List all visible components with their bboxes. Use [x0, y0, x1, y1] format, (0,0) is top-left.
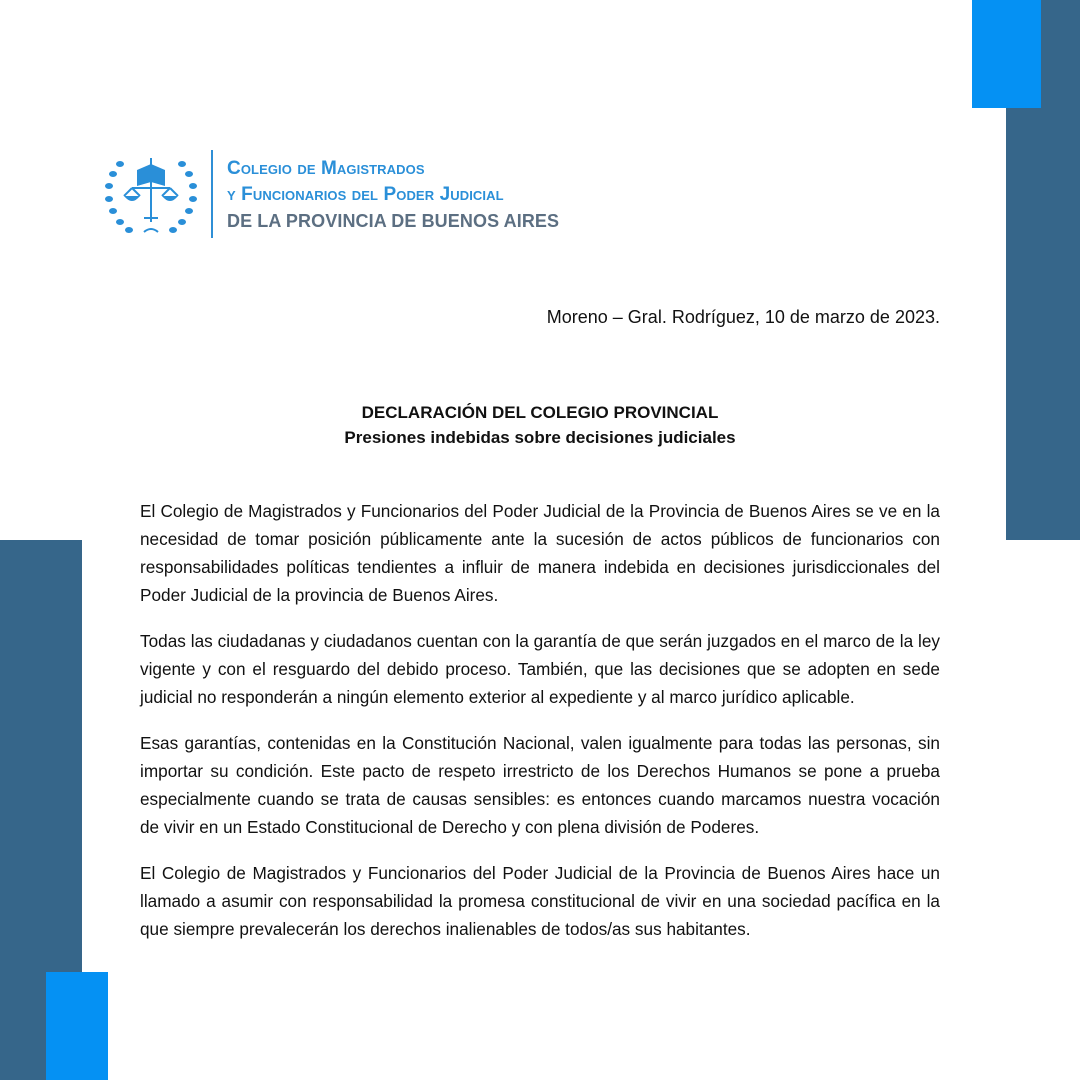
logo-divider: [211, 150, 213, 238]
decorative-block-bottom-left-accent: [46, 972, 108, 1080]
decorative-block-top-right-accent: [972, 0, 1041, 108]
logo-line-1: Colegio de Magistrados: [227, 158, 425, 179]
paragraph-2: Todas las ciudadanas y ciudadanos cuentan con la garantía de que serán juzgados en el marco de la ley vigente y con el resguardo del debido proceso. También, que las decisiones que se adopten en sede judicial no responderán a ningún elemento exterior al expediente y al marco jurídico aplicable.: [140, 631, 940, 707]
document-body: [140, 497, 940, 961]
logo-line-3: DE LA PROVINCIA DE BUENOS AIRES: [227, 211, 560, 231]
document-subtitle: Presiones indebidas sobre decisiones judiciales: [344, 428, 736, 447]
organization-logo: [104, 148, 574, 240]
document-title: DECLARACIÓN DEL COLEGIO PROVINCIAL: [361, 403, 719, 422]
paragraph-1: El Colegio de Magistrados y Funcionarios del Poder Judicial de la Provincia de Buenos Aires se ve en la necesidad de tomar posición públicamente ante la sucesión de actos públicos de funcionarios con responsabilidades políticas tendientes a influir de manera indebida en decisiones jurisdiccionales del Poder Judicial de la provincia de Buenos Aires.: [140, 501, 940, 605]
logo-text: [227, 156, 559, 234]
document-heading: [140, 400, 940, 450]
date-line: Moreno – Gral. Rodríguez, 10 de marzo de 2023.: [546, 307, 940, 327]
judicial-seal-icon: [104, 152, 198, 238]
paragraph-4: El Colegio de Magistrados y Funcionarios del Poder Judicial de la Provincia de Buenos Aires hace un llamado a asumir con responsabilidad la promesa constitucional de vivir en una sociedad pacífica en la que siempre prevalecerán los derechos inalienables de todos/as sus habitantes.: [140, 863, 940, 939]
paragraph-3: Esas garantías, contenidas en la Constitución Nacional, valen igualmente para todas las personas, sin importar su condición. Este pacto de respeto irrestricto de los Derechos Humanos se pone a prueba especialmente cuando se trata de causas sensibles: es entonces cuando marcamos nuestra vocación de vivir en un Estado Constitucional de Derecho y con plena división de Poderes.: [140, 733, 940, 837]
logo-line-2: y Funcionarios del Poder Judicial: [227, 184, 504, 205]
